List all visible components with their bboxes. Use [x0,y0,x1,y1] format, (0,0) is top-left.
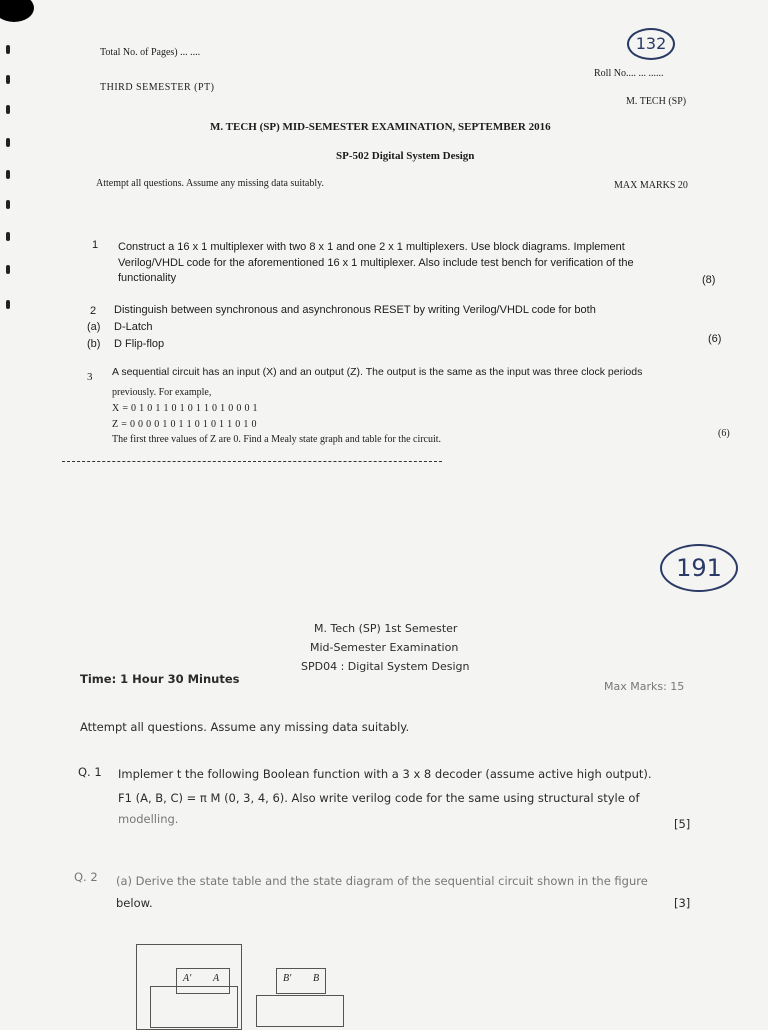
paper1-circle-number: 132 [627,28,675,60]
semester: THIRD SEMESTER (PT) [100,82,215,93]
punch-hole [0,0,34,22]
p1-q3-line2: previously. For example, [112,387,212,398]
p1-q3-z-sequence: Z = 0 0 0 0 1 0 1 1 0 1 0 1 1 0 1 0 [112,419,257,430]
p2-q1-line1: Implemer t the following Boolean function with a 3 x 8 decoder (assume active high output). [118,767,652,781]
gate-block-a [150,986,238,1028]
total-pages: Total No. of Pages) ... .... [100,47,201,58]
p1-q1-marks: (8) [702,274,716,286]
p1-q1-line2: Verilog/VHDL code for the aforementioned 16 x 1 multiplexer. Also include test bench for verification of the [118,257,634,269]
p2-q1-marks: [5] [674,817,691,831]
p2-instructions: Attempt all questions. Assume any missing data suitably. [80,720,410,734]
p1-q3-line3: The first three values of Z are 0. Find a Mealy state graph and table for the circuit. [112,434,442,445]
course-title: SP-502 Digital System Design [336,150,475,162]
p1-q2a-label: (a) [87,321,101,333]
binder-edge [0,0,18,1024]
label-a: A [213,973,220,984]
p1-q2a-text: D-Latch [114,321,153,333]
p1-q3-x-sequence: X = 0 1 0 1 1 0 1 0 1 1 0 1 0 0 0 1 [112,403,258,414]
paper2-circle-number: 191 [660,544,738,592]
p2-q1-number: Q. 1 [78,765,102,779]
p1-q3-number: 3 [87,371,93,383]
exam-title: M. TECH (SP) MID-SEMESTER EXAMINATION, SEPTEMBER 2016 [210,121,551,133]
p2-q2-line2: below. [116,896,153,910]
separator-line [62,461,442,462]
p2-q2-marks: [3] [674,896,691,910]
instructions: Attempt all questions. Assume any missing data suitably. [96,178,324,189]
p1-q1-line3: functionality [118,272,177,284]
p2-title-line2: Mid-Semester Examination [310,641,459,654]
p1-q1-number: 1 [92,239,99,251]
p2-q1-line2: F1 (A, B, C) = π M (0, 3, 4, 6). Also write verilog code for the same using structural style of [118,791,640,805]
p1-q2-number: 2 [90,305,97,317]
p2-max-marks: Max Marks: 15 [604,680,685,693]
p1-q2b-label: (b) [87,338,101,350]
gate-block-b [256,995,344,1027]
p1-q1-line1: Construct a 16 x 1 multiplexer with two 8 x 1 and one 2 x 1 multiplexers. Use block diagrams. Implement [118,241,625,253]
p2-time: Time: 1 Hour 30 Minutes [80,672,240,686]
label-a-prime: A' [183,973,192,984]
flip-flop-b [276,968,326,994]
roll-no: Roll No.... ... ...... [594,68,664,79]
p1-q2-line1: Distinguish between synchronous and asynchronous RESET by writing Verilog/VHDL code for both [114,304,596,316]
program: M. TECH (SP) [626,96,687,107]
p1-q2b-text: D Flip-flop [114,338,165,350]
p2-title-line1: M. Tech (SP) 1st Semester [314,622,458,635]
p1-q2-marks: (6) [708,333,722,345]
label-b: B [313,973,320,984]
p2-q2-number: Q. 2 [74,870,98,884]
p1-q3-line1: A sequential circuit has an input (X) and an output (Z). The output is the same as the input was three clock periods [112,366,643,378]
max-marks: MAX MARKS 20 [614,180,688,191]
p2-q2-line1: (a) Derive the state table and the state diagram of the sequential circuit shown in the figure [116,874,648,888]
p2-course-title: SPD04 : Digital System Design [301,660,470,673]
label-b-prime: B' [283,973,292,984]
p2-q1-line3: modelling. [118,812,179,826]
p1-q3-marks: (6) [718,428,730,439]
